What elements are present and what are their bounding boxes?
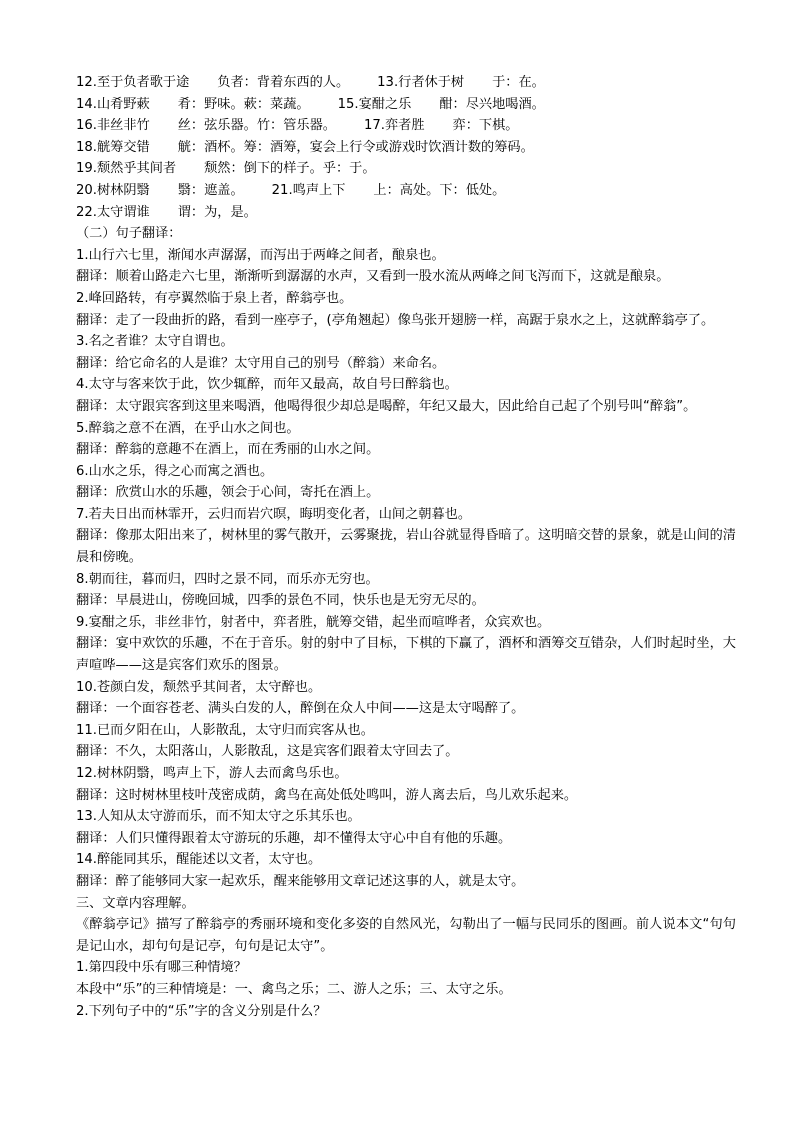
- question: 2.下列句子中的“乐”字的含义分别是什么？: [76, 1003, 327, 1019]
- vocab-gloss: 肴：野味。蔌：菜蔬。: [177, 96, 310, 112]
- sentence-source: 12.树林阴翳，鸣声上下，游人去而禽鸟乐也。: [76, 766, 348, 781]
- vocab-gloss: 上：高处。下：低处。: [373, 182, 506, 198]
- vocab-line: [76, 137, 736, 159]
- vocab-line: [76, 158, 736, 180]
- sentence-translation: 翻译：欣赏山水的乐趣，领会于心间，寄托在酒上。: [76, 485, 380, 501]
- sentence-source: 8.朝而往，暮而归，四时之景不同，而乐亦无穷也。: [76, 571, 379, 587]
- vocab-gloss: 翳：遮盖。: [177, 182, 244, 198]
- section-heading: 三、文章内容理解。: [76, 895, 195, 911]
- sentence-translation: 翻译：这时树林里枝叶茂密成荫，禽鸟在高处低处鸣叫，游人离去后，鸟儿欢乐起来。: [76, 787, 578, 803]
- sentence-source: 10.苍颜白发，颓然乎其间者，太守醉也。: [76, 679, 322, 695]
- vocab-gloss: 弈：下棋。: [452, 118, 519, 134]
- sentence-translation: 翻译：走了一段曲折的路，看到一座亭子，(亭角翘起）像鸟张开翅膀一样，高踞于泉水之上，这就醉翁亭了。: [76, 312, 715, 328]
- vocab-term: 20.树林阴翳: [76, 182, 150, 198]
- vocab-line: [76, 94, 736, 116]
- sentence-source: 14.醉能同其乐，醒能述以文者，太守也。: [76, 852, 322, 868]
- vocab-term: 13.行者休于树: [377, 75, 465, 90]
- answer: 本段中“乐”的三种情境是：一、禽鸟之乐；二、游人之乐；三、太守之乐。: [76, 981, 512, 997]
- vocab-gloss: 谓：为，是。: [177, 204, 257, 220]
- sentence-translation: 翻译：不久，太阳落山，人影散乱，这是宾客们跟着太守回去了。: [76, 744, 459, 760]
- sentence-translation: 翻译：一个面容苍老、满头白发的人，醉倒在众人中间——这是太守喝醉了。: [76, 701, 525, 717]
- vocab-line: [76, 180, 736, 202]
- vocab-term: 15.宴酣之乐: [337, 96, 412, 112]
- sentence-source: 5.醉翁之意不在酒，在乎山水之间也。: [76, 420, 300, 436]
- vocab-gloss: 觥：酒杯。筹：酒筹，宴会上行令或游戏时饮酒计数的筹码。: [177, 139, 534, 155]
- vocab-term: 12.至于负者歌于途: [76, 75, 190, 90]
- vocab-gloss: 负者：背着东西的人。: [217, 75, 350, 90]
- vocab-gloss: 丝：弦乐器。竹：管乐器。: [177, 118, 336, 134]
- question: 1.第四段中乐有哪三种情境？: [76, 960, 247, 976]
- sentence-source: 7.若夫日出而林霏开，云归而岩穴暝，晦明变化者，山间之朝暮也。: [76, 506, 472, 522]
- sentence-translation: 翻译：给它命名的人是谁？太守用自己的别号（醉翁）来命名。: [76, 355, 446, 371]
- vocab-term: 22.太守谓谁: [76, 204, 150, 220]
- sentence-source: 6.山水之乐，得之心而寓之酒也。: [76, 463, 274, 479]
- document-page: [76, 72, 736, 1022]
- vocab-line: [76, 115, 736, 137]
- section-heading: （二）句子翻译：: [76, 226, 182, 242]
- sentence-translation: 翻译：醉了能够同大家一起欢乐，醒来能够用文章记述这事的人，就是太守。: [76, 873, 525, 889]
- section-intro: 《醉翁亭记》描写了醉翁亭的秀丽环境和变化多姿的自然风光，勾勒出了一幅与民同乐的图画。前人说本文“句句是记山水，却句句是记亭，句句是记太守”。: [76, 917, 736, 954]
- sentence-translation: 翻译：宴中欢饮的乐趣，不在于音乐。射的射中了目标，下棋的下赢了，酒杯和酒筹交互错杂，人们时起时坐，大声喧哗——这是宾客们欢乐的图景。: [76, 636, 736, 674]
- vocab-gloss: 酣：尽兴地喝酒。: [439, 96, 545, 112]
- sentence-translation: 翻译：顺着山路走六七里，渐渐听到潺潺的水声，又看到一股水流从两峰之间飞泻而下，这就是酿泉。: [76, 269, 670, 285]
- vocab-gloss: 颓然：倒下的样子。乎：于。: [204, 161, 376, 177]
- vocab-term: 16.非丝非竹: [76, 118, 150, 134]
- sentence-source: 9.宴酣之乐，非丝非竹，射者中，弈者胜，觥筹交错，起坐而喧哗者，众宾欢也。: [76, 614, 551, 630]
- vocab-term: 21.鸣声上下: [271, 182, 346, 198]
- vocab-line: [76, 72, 736, 94]
- sentence-source: 2.峰回路转，有亭翼然临于泉上者，醉翁亭也。: [76, 290, 353, 306]
- sentence-translation: 翻译：像那太阳出来了，树林里的雾气散开，云雾聚拢，岩山谷就显得昏暗了。这明暗交替的景象，就是山间的清晨和傍晚。: [76, 528, 736, 566]
- sentence-source: 4.太守与客来饮于此，饮少辄醉，而年又最高，故自号曰醉翁也。: [76, 377, 458, 393]
- sentence-source: 3.名之者谁？太守自谓也。: [76, 334, 234, 350]
- vocab-term: 18.觥筹交错: [76, 139, 150, 155]
- vocab-line: [76, 202, 736, 224]
- sentence-source: 1.山行六七里，渐闻水声潺潺，而泻出于两峰之间者，酿泉也。: [76, 247, 445, 263]
- vocab-term: 17.弈者胜: [363, 118, 425, 134]
- vocab-gloss: 于：在。: [492, 75, 545, 90]
- sentence-translation: 翻译：早晨进山，傍晚回城，四季的景色不同，快乐也是无穷无尽的。: [76, 593, 485, 609]
- vocab-term: 14.山肴野蔌: [76, 96, 150, 112]
- sentence-translation: 翻译：太守跟宾客到这里来喝酒，他喝得很少却总是喝醉，年纪又最大，因此给自己起了个别号叫“醉翁”。: [76, 398, 697, 414]
- vocab-term: 19.颓然乎其间者: [76, 161, 177, 177]
- sentence-source: 13.人知从太守游而乐，而不知太守之乐其乐也。: [76, 809, 361, 825]
- sentence-source: 11.已而夕阳在山，人影散乱，太守归而宾客从也。: [76, 722, 374, 738]
- sentence-translation: 翻译：醉翁的意趣不在酒上，而在秀丽的山水之间。: [76, 442, 380, 458]
- sentence-translation: 翻译：人们只懂得跟着太守游玩的乐趣，却不懂得太守心中自有他的乐趣。: [76, 830, 512, 846]
